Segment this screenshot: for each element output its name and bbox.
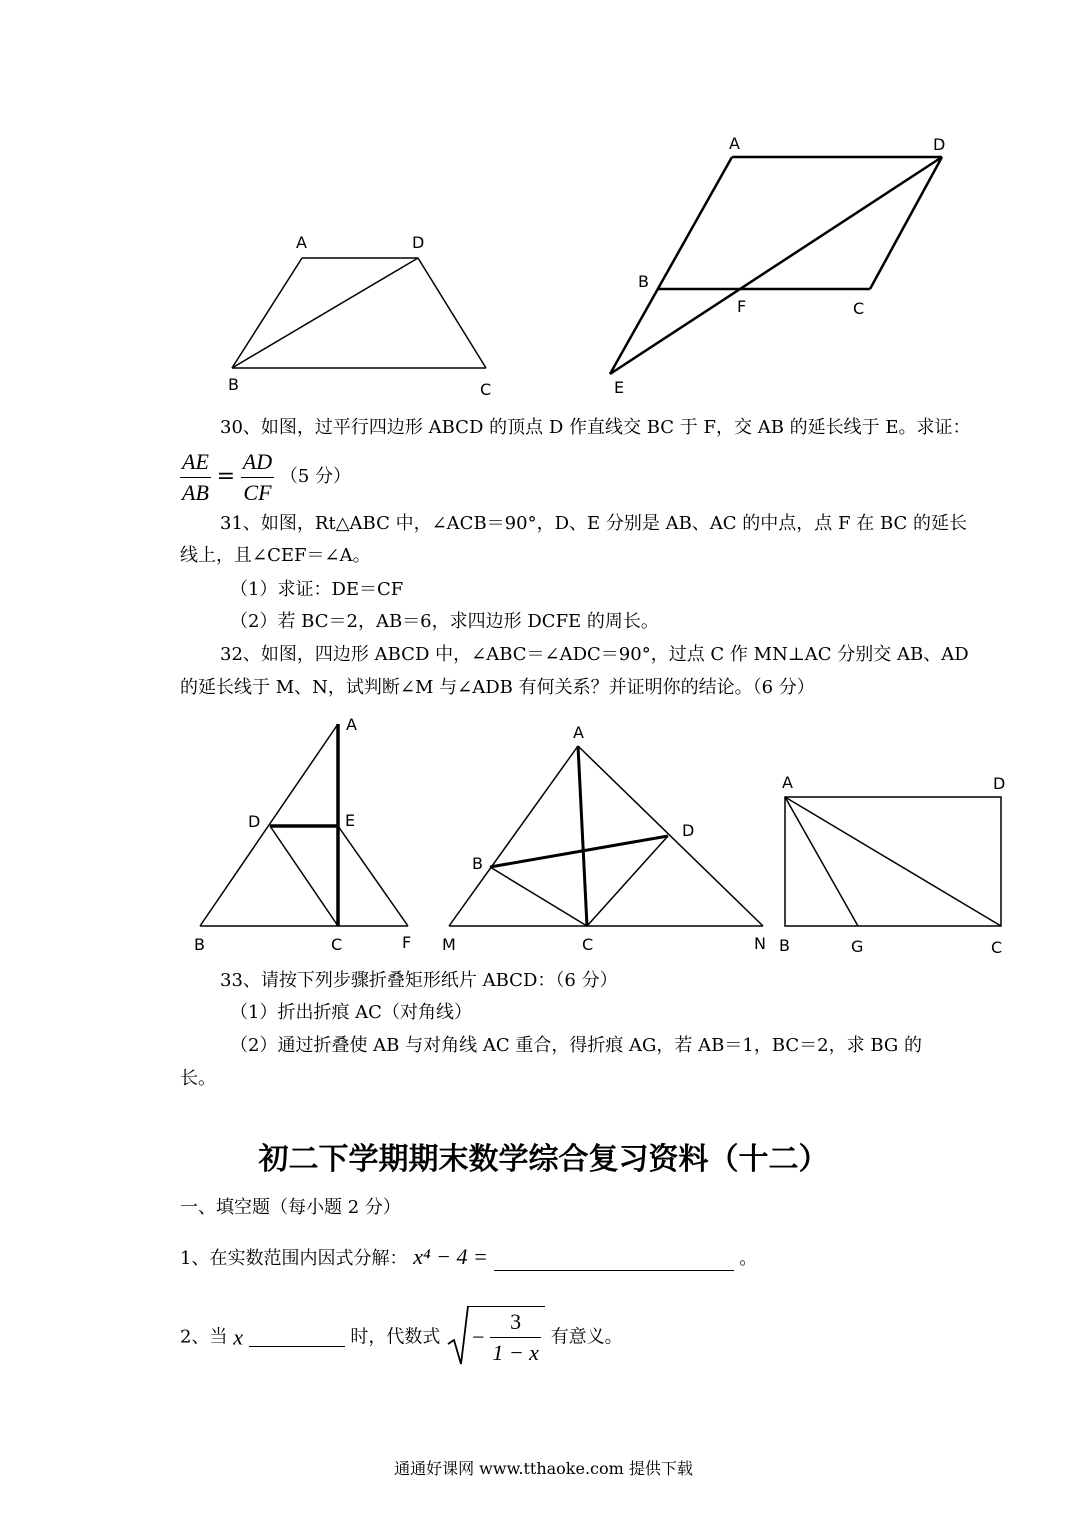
label-n: N [754, 934, 766, 953]
label-c: C [331, 935, 343, 954]
fill2-suffix: 有意义。 [550, 1326, 623, 1348]
label-c: C [853, 299, 865, 318]
label-c: C [480, 380, 492, 399]
label-b: B [638, 272, 649, 291]
label-b: B [194, 935, 205, 954]
label-a: A [573, 723, 584, 742]
label-a: A [782, 773, 793, 792]
q33-part2: （2）通过折叠使 AB 与对角线 AC 重合，得折痕 AG，若 AB＝1，BC＝2，求 BG 的 [230, 1035, 923, 1056]
part-heading: 一、填空题（每小题 2 分） [180, 1197, 401, 1218]
fill1-suffix: 。 [739, 1248, 758, 1269]
q31-part2: （2）若 BC＝2，AB＝6，求四边形 DCFE 的周长。 [230, 611, 659, 632]
q33-line1: 33、请按下列步骤折叠矩形纸片 ABCD：（6 分） [220, 970, 618, 991]
label-c: C [582, 935, 594, 954]
radical-sign [446, 1304, 470, 1368]
label-e: E [345, 811, 356, 830]
section-title: 初二下学期期末数学综合复习资料（十二） [258, 1142, 829, 1177]
sqrt-expression: − $\frac{3}{1 - x}$ [446, 1306, 545, 1369]
q30-text: 30、如图，过平行四边形 ABCD 的顶点 D 作直线交 BC 于 F，交 AB 的延长线于 E。求证： [220, 417, 971, 438]
label-a: A [296, 233, 307, 252]
fraction-ae-ab: $\frac{AE}{AB}$ [182, 448, 209, 505]
fill2-mid: 时，代数式 [350, 1326, 441, 1348]
fold-ag [785, 797, 858, 926]
answer-blank-1[interactable] [494, 1250, 734, 1271]
label-a: A [729, 134, 740, 153]
fill-question-1 [180, 1245, 757, 1271]
q32-line1: 32、如图，四边形 ABCD 中，∠ABC＝∠ADC＝90°，过点 C 作 MN⊥AC 分别交 AB、AD [220, 644, 969, 665]
label-b: B [779, 936, 790, 955]
label-m: M [442, 935, 456, 954]
sqrt-numerator: 3 [490, 1307, 541, 1338]
q31-line1: 31、如图，Rt△ABC 中，∠ACB＝90°，D、E 分别是 AB、AC 的中点，点 F 在 BC 的延长 [220, 513, 968, 534]
fill1-prefix: 1、在实数范围内因式分解： [180, 1248, 408, 1269]
fill1-expression: x⁴ − 4 = [413, 1244, 488, 1269]
label-d: D [993, 774, 1006, 793]
label-d: D [682, 821, 695, 840]
label-b: B [472, 854, 483, 873]
label-f: F [402, 933, 412, 952]
page-footer: 通通好课网 www.tthaoke.com 提供下载 [394, 1459, 693, 1478]
q31-line2: 线上，且∠CEF＝∠A。 [180, 545, 371, 566]
answer-blank-2[interactable] [249, 1328, 345, 1347]
label-d: D [248, 812, 261, 831]
label-c: C [991, 938, 1003, 957]
q33-part1: （1）折出折痕 AC（对角线） [230, 1002, 472, 1023]
diagonal-ac [785, 797, 1001, 926]
label-e: E [614, 378, 625, 397]
equals-sign: = [216, 464, 236, 489]
fill2-prefix: 2、当 [180, 1326, 228, 1348]
fill2-variable: x [233, 1324, 243, 1350]
label-d: D [933, 135, 946, 154]
sqrt-denominator: 1 − x [492, 1340, 539, 1365]
q32-line2: 的延长线于 M、N，试判断∠M 与∠ADB 有何关系？并证明你的结论。（6 分） [180, 677, 815, 698]
label-b: B [228, 375, 239, 394]
label-f: F [737, 297, 747, 316]
label-d: D [412, 233, 425, 252]
q31-part1: （1）求证：DE＝CF [230, 579, 404, 600]
q30-score: （5 分） [279, 466, 352, 487]
q33-part2b: 长。 [180, 1068, 216, 1089]
fraction-ad-cf: $\frac{AD}{CF}$ [242, 448, 273, 505]
fill-question-2 [180, 1306, 623, 1368]
label-g: G [851, 937, 864, 956]
label-a: A [346, 715, 357, 734]
